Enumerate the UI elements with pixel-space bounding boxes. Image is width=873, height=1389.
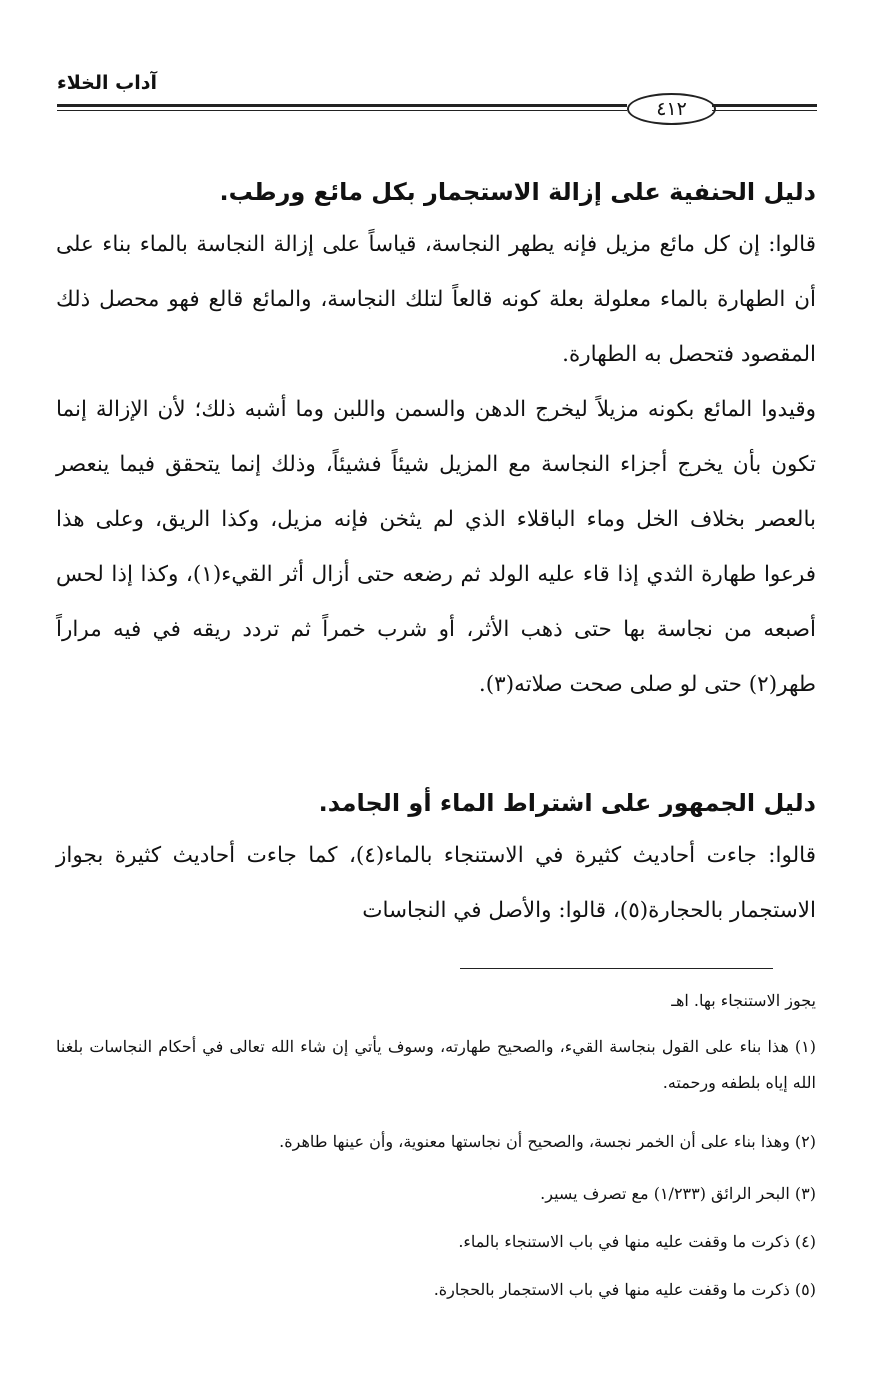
footnote: (٢) وهذا بناء على أن الخمر نجسة، والصحيح أن نجاستها معنوية، وأن عينها طاهرة. (279, 1132, 816, 1151)
footnote: (٥) ذكرت ما وقفت عليه منها في باب الاستجمار بالحجارة. (433, 1280, 816, 1299)
header-rule (712, 104, 817, 107)
paragraph: قالوا: جاءت أحاديث كثيرة في الاستنجاء بالماء(٤)، كما جاءت أحاديث كثيرة بجواز الاستجمار بالحجارة(٥)، قالوا: والأصل في النجاسات (56, 843, 816, 923)
section-heading: دليل الحنفية على إزالة الاستجمار بكل مائع ورطب. (219, 178, 816, 206)
footnote-separator (460, 968, 773, 969)
section-heading: دليل الجمهور على اشتراط الماء أو الجامد. (318, 789, 816, 817)
page-number: ٤١٢ (627, 93, 716, 125)
footnote: (٣) البحر الرائق (١/٢٣٣) مع تصرف يسير. (540, 1184, 816, 1203)
page-header (57, 60, 817, 130)
footnote: (٤) ذكرت ما وقفت عليه منها في باب الاستنجاء بالماء. (458, 1232, 816, 1251)
header-rule (57, 110, 627, 111)
header-rule (57, 104, 627, 107)
footnote: يجوز الاستنجاء بها. اهـ (671, 991, 816, 1010)
header-rule (712, 110, 817, 111)
footnote: (١) هذا بناء على القول بنجاسة القيء، والصحيح طهارته، وسوف يأتي إن شاء الله تعالى في أحكام النجاسات بلغنا الله إياه بلطفه ورحمته. (56, 1037, 816, 1092)
running-title: آداب الخلاء (57, 72, 157, 94)
paragraph: وقيدوا المائع بكونه مزيلاً ليخرج الدهن والسمن واللبن وما أشبه ذلك؛ لأن الإزالة إنما تكون بأن يخرج أجزاء النجاسة مع المزيل شيئاً فشيئاً، وذلك إنما يتحقق فيما ينعصر بالعصر بخلاف الخل وماء الباقلاء الذي لم يثخن فإنه مزيل، وكذا الريق، وعلى هذا فرعوا طهارة الثدي إذا قاء عليه الولد ثم رضعه حتى أزال أثر القيء(١)، وكذا إذا لحس أصبعه من نجاسة بها حتى ذهب الأثر، أو شرب خمراً ثم تردد ريقه في فيه مراراً طهر(٢) حتى لو صلى صحت صلاته(٣). (56, 397, 816, 697)
paragraph: قالوا: إن كل مائع مزيل فإنه يطهر النجاسة، قياساً على إزالة النجاسة بالماء بناء على أن الطهارة بالماء معلولة بعلة كونه قالعاً لتلك النجاسة، والمائع قالع فهو محصل ذلك المقصود فتحصل به الطهارة. (56, 232, 816, 367)
